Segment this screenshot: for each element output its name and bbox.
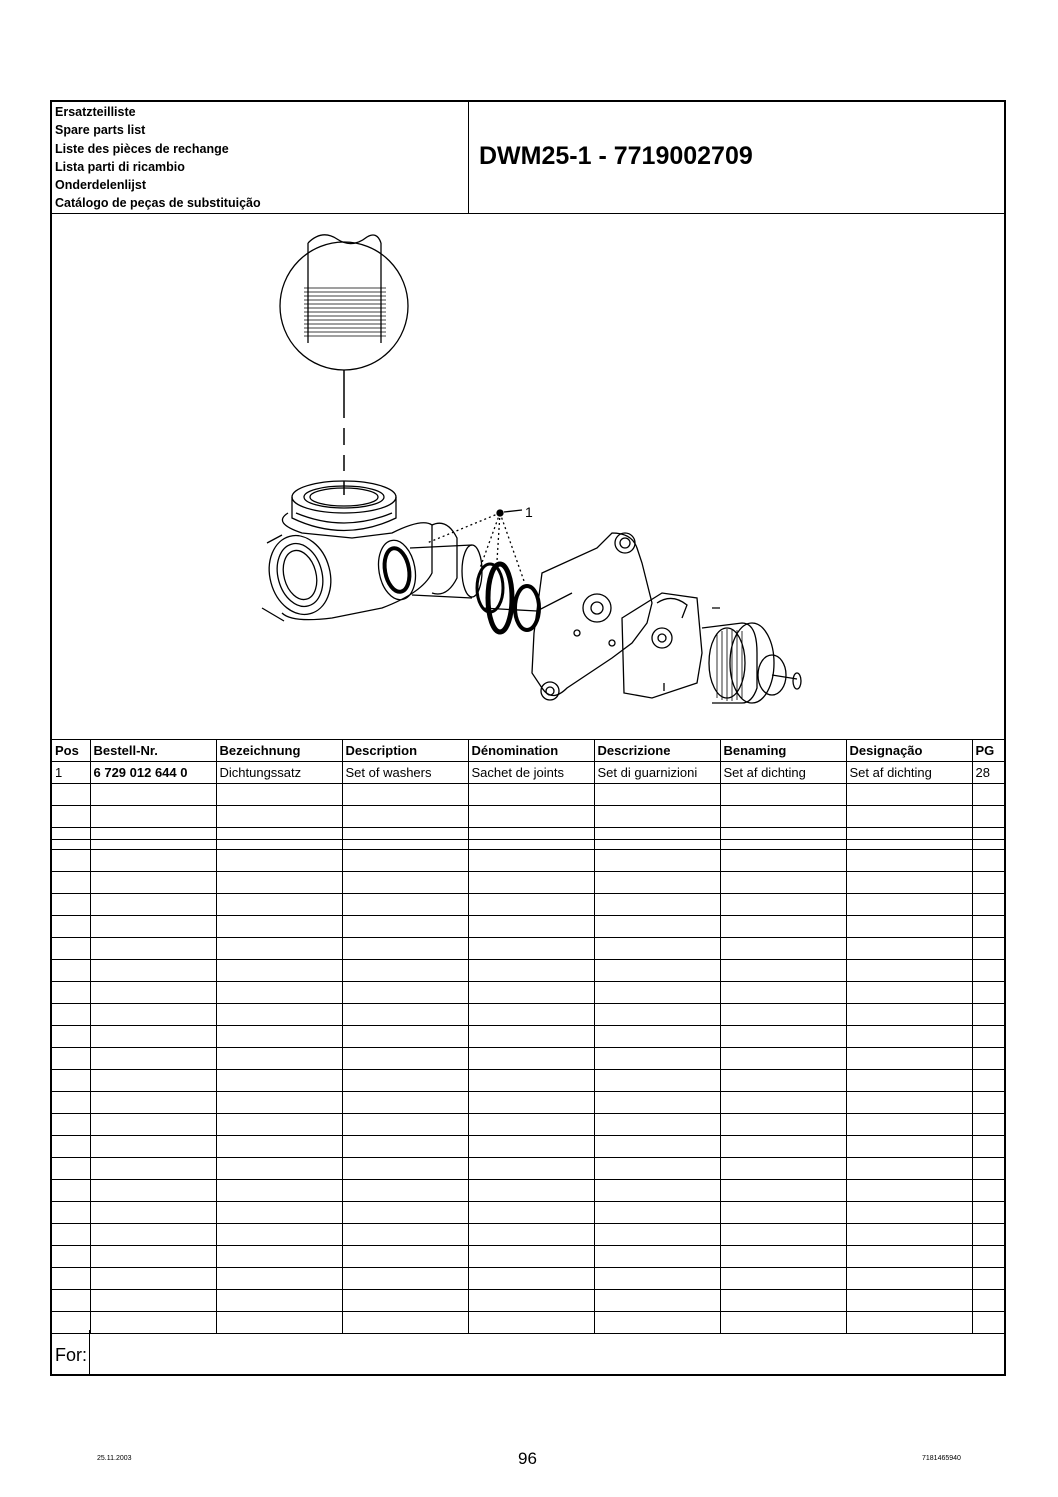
- empty-cell: [342, 1158, 468, 1180]
- empty-cell: [342, 850, 468, 872]
- empty-cell: [720, 1070, 846, 1092]
- empty-cell: [52, 850, 90, 872]
- empty-table-row: [52, 806, 1004, 828]
- empty-cell: [594, 916, 720, 938]
- empty-cell: [216, 916, 342, 938]
- cell-pos: 1: [52, 762, 90, 784]
- empty-cell: [52, 1224, 90, 1246]
- footer-date: 25.11.2003: [97, 1455, 132, 1462]
- empty-cell: [720, 1180, 846, 1202]
- page-number: 96: [518, 1449, 537, 1468]
- empty-cell: [720, 1290, 846, 1312]
- empty-cell: [468, 1290, 594, 1312]
- empty-cell: [468, 894, 594, 916]
- empty-cell: [720, 1004, 846, 1026]
- empty-cell: [972, 1224, 1004, 1246]
- empty-cell: [972, 1246, 1004, 1268]
- empty-cell: [972, 1136, 1004, 1158]
- empty-cell: [594, 1246, 720, 1268]
- empty-cell: [594, 784, 720, 806]
- cell-pg: 28: [972, 762, 1004, 784]
- empty-cell: [594, 1224, 720, 1246]
- empty-cell: [972, 1026, 1004, 1048]
- empty-cell: [846, 784, 972, 806]
- empty-cell: [846, 1026, 972, 1048]
- empty-cell: [52, 1202, 90, 1224]
- empty-cell: [720, 1246, 846, 1268]
- empty-cell: [468, 806, 594, 828]
- title-pt: Catálogo de peças de substituição: [55, 196, 261, 211]
- empty-table-row: [52, 828, 1004, 850]
- empty-cell: [468, 850, 594, 872]
- empty-cell: [720, 982, 846, 1004]
- empty-cell: [90, 806, 216, 828]
- empty-table-row: [52, 1180, 1004, 1202]
- empty-cell: [972, 784, 1004, 806]
- empty-cell: [720, 828, 846, 850]
- empty-table-row: [52, 916, 1004, 938]
- empty-table-row: [52, 872, 1004, 894]
- empty-cell: [846, 1004, 972, 1026]
- empty-cell: [846, 806, 972, 828]
- empty-cell: [846, 1246, 972, 1268]
- empty-cell: [846, 1290, 972, 1312]
- empty-cell: [90, 1048, 216, 1070]
- empty-cell: [342, 1048, 468, 1070]
- empty-cell: [52, 1268, 90, 1290]
- empty-table-row: [52, 1246, 1004, 1268]
- empty-table-row: [52, 960, 1004, 982]
- empty-table-row: [52, 1158, 1004, 1180]
- empty-cell: [90, 784, 216, 806]
- empty-cell: [342, 1290, 468, 1312]
- empty-table-row: [52, 1290, 1004, 1312]
- empty-table-row: [52, 1026, 1004, 1048]
- empty-cell: [52, 1136, 90, 1158]
- empty-cell: [90, 1290, 216, 1312]
- empty-cell: [468, 1114, 594, 1136]
- title-it: Lista parti di ricambio: [55, 159, 185, 174]
- empty-cell: [594, 1136, 720, 1158]
- empty-cell: [846, 1092, 972, 1114]
- empty-cell: [90, 982, 216, 1004]
- empty-table-row: [52, 1092, 1004, 1114]
- empty-cell: [468, 1048, 594, 1070]
- footer-doc-code: 7181465940: [922, 1455, 961, 1462]
- actuator: [622, 593, 801, 703]
- empty-cell: [216, 1290, 342, 1312]
- empty-cell: [216, 982, 342, 1004]
- empty-cell: [594, 1114, 720, 1136]
- empty-cell: [468, 1158, 594, 1180]
- empty-cell: [342, 916, 468, 938]
- empty-cell: [846, 1136, 972, 1158]
- title-en: Spare parts list: [55, 123, 146, 138]
- empty-cell: [846, 1180, 972, 1202]
- empty-cell: [720, 1048, 846, 1070]
- parts-table: [52, 739, 1004, 1334]
- empty-cell: [216, 1202, 342, 1224]
- title-nl: Onderdelenlijst: [55, 178, 146, 193]
- empty-cell: [90, 1268, 216, 1290]
- spare-parts-sheet: [50, 100, 1006, 1376]
- empty-cell: [972, 828, 1004, 850]
- empty-cell: [342, 1268, 468, 1290]
- empty-cell: [846, 1268, 972, 1290]
- valve-body: [261, 481, 457, 621]
- empty-cell: [720, 806, 846, 828]
- empty-cell: [342, 1026, 468, 1048]
- empty-table-row: [52, 982, 1004, 1004]
- empty-cell: [720, 850, 846, 872]
- table-header-row: [52, 740, 1004, 762]
- empty-cell: [846, 982, 972, 1004]
- empty-cell: [468, 1026, 594, 1048]
- empty-cell: [90, 1114, 216, 1136]
- empty-cell: [52, 1114, 90, 1136]
- for-row: [52, 1330, 1004, 1374]
- empty-cell: [52, 1048, 90, 1070]
- empty-cell: [342, 806, 468, 828]
- empty-cell: [52, 1290, 90, 1312]
- empty-cell: [972, 894, 1004, 916]
- empty-cell: [594, 938, 720, 960]
- empty-cell: [720, 872, 846, 894]
- empty-cell: [216, 1180, 342, 1202]
- empty-cell: [216, 1004, 342, 1026]
- empty-table-row: [52, 1114, 1004, 1136]
- empty-cell: [468, 1092, 594, 1114]
- empty-cell: [846, 1070, 972, 1092]
- empty-cell: [594, 1026, 720, 1048]
- empty-cell: [468, 938, 594, 960]
- empty-cell: [972, 1290, 1004, 1312]
- empty-cell: [90, 1246, 216, 1268]
- empty-cell: [594, 1004, 720, 1026]
- col-header-bezeichnung: Bezeichnung: [216, 740, 342, 762]
- empty-cell: [342, 1202, 468, 1224]
- empty-cell: [342, 1224, 468, 1246]
- empty-cell: [468, 1202, 594, 1224]
- empty-cell: [846, 1048, 972, 1070]
- empty-cell: [972, 1070, 1004, 1092]
- empty-table-row: [52, 894, 1004, 916]
- empty-cell: [90, 1180, 216, 1202]
- empty-cell: [846, 894, 972, 916]
- empty-cell: [52, 784, 90, 806]
- empty-cell: [468, 872, 594, 894]
- empty-cell: [52, 1092, 90, 1114]
- empty-cell: [216, 1070, 342, 1092]
- empty-cell: [52, 894, 90, 916]
- empty-cell: [52, 1070, 90, 1092]
- empty-cell: [594, 806, 720, 828]
- cell-description: Set of washers: [342, 762, 468, 784]
- empty-cell: [846, 850, 972, 872]
- empty-cell: [468, 1246, 594, 1268]
- col-header-pg: PG: [972, 740, 1004, 762]
- empty-cell: [594, 1070, 720, 1092]
- empty-cell: [846, 960, 972, 982]
- empty-cell: [468, 960, 594, 982]
- empty-table-row: [52, 850, 1004, 872]
- empty-cell: [972, 1202, 1004, 1224]
- empty-cell: [90, 1004, 216, 1026]
- empty-cell: [972, 1004, 1004, 1026]
- cell-benaming: Set af dichting: [720, 762, 846, 784]
- empty-cell: [52, 916, 90, 938]
- empty-cell: [342, 982, 468, 1004]
- empty-cell: [90, 1224, 216, 1246]
- empty-cell: [52, 1158, 90, 1180]
- empty-cell: [720, 916, 846, 938]
- empty-cell: [594, 1048, 720, 1070]
- empty-cell: [720, 1092, 846, 1114]
- cell-descrizione: Set di guarnizioni: [594, 762, 720, 784]
- empty-cell: [52, 806, 90, 828]
- empty-cell: [720, 1268, 846, 1290]
- empty-cell: [846, 872, 972, 894]
- empty-cell: [720, 1026, 846, 1048]
- empty-cell: [216, 960, 342, 982]
- empty-cell: [594, 1092, 720, 1114]
- empty-cell: [216, 850, 342, 872]
- empty-cell: [90, 960, 216, 982]
- col-header-description: Description: [342, 740, 468, 762]
- title-fr: Liste des pièces de rechange: [55, 141, 229, 156]
- empty-table-row: [52, 1268, 1004, 1290]
- empty-cell: [216, 1048, 342, 1070]
- empty-cell: [846, 1158, 972, 1180]
- empty-table-row: [52, 1224, 1004, 1246]
- mounting-plate: [532, 533, 652, 700]
- empty-cell: [52, 1004, 90, 1026]
- empty-cell: [342, 1004, 468, 1026]
- empty-cell: [52, 938, 90, 960]
- seal-assembly: [374, 537, 572, 632]
- empty-cell: [90, 1092, 216, 1114]
- empty-cell: [342, 1114, 468, 1136]
- empty-cell: [216, 1092, 342, 1114]
- title-de: Ersatzteilliste: [55, 105, 136, 119]
- empty-cell: [468, 828, 594, 850]
- empty-cell: [972, 1158, 1004, 1180]
- cell-designacao: Set af dichting: [846, 762, 972, 784]
- empty-cell: [52, 872, 90, 894]
- empty-cell: [90, 872, 216, 894]
- empty-cell: [216, 1026, 342, 1048]
- empty-cell: [468, 1070, 594, 1092]
- col-header-order-no: Bestell-Nr.: [90, 740, 216, 762]
- empty-cell: [52, 982, 90, 1004]
- empty-cell: [594, 828, 720, 850]
- empty-cell: [52, 1246, 90, 1268]
- empty-cell: [342, 1136, 468, 1158]
- empty-cell: [468, 1004, 594, 1026]
- empty-cell: [594, 960, 720, 982]
- empty-cell: [90, 850, 216, 872]
- empty-cell: [846, 1224, 972, 1246]
- empty-cell: [594, 1180, 720, 1202]
- empty-cell: [90, 1070, 216, 1092]
- empty-cell: [90, 1202, 216, 1224]
- empty-cell: [216, 1268, 342, 1290]
- empty-cell: [216, 1158, 342, 1180]
- col-header-benaming: Benaming: [720, 740, 846, 762]
- empty-cell: [90, 1158, 216, 1180]
- empty-cell: [52, 1180, 90, 1202]
- empty-cell: [216, 806, 342, 828]
- empty-cell: [90, 938, 216, 960]
- empty-cell: [594, 894, 720, 916]
- empty-cell: [468, 982, 594, 1004]
- empty-cell: [846, 1114, 972, 1136]
- empty-cell: [720, 1158, 846, 1180]
- empty-cell: [594, 1202, 720, 1224]
- table-row: [52, 762, 1004, 784]
- empty-table-row: [52, 1048, 1004, 1070]
- empty-cell: [216, 784, 342, 806]
- empty-cell: [720, 938, 846, 960]
- empty-table-row: [52, 784, 1004, 806]
- empty-cell: [342, 828, 468, 850]
- empty-cell: [216, 894, 342, 916]
- empty-cell: [594, 872, 720, 894]
- empty-cell: [972, 872, 1004, 894]
- empty-cell: [972, 1114, 1004, 1136]
- empty-cell: [52, 1026, 90, 1048]
- empty-cell: [342, 960, 468, 982]
- empty-cell: [216, 828, 342, 850]
- empty-cell: [594, 1158, 720, 1180]
- empty-table-row: [52, 1202, 1004, 1224]
- empty-cell: [216, 1136, 342, 1158]
- empty-cell: [846, 828, 972, 850]
- empty-cell: [846, 938, 972, 960]
- empty-cell: [594, 850, 720, 872]
- empty-cell: [720, 1136, 846, 1158]
- empty-cell: [52, 828, 90, 850]
- cell-denomination: Sachet de joints: [468, 762, 594, 784]
- col-header-denomination: Dénomination: [468, 740, 594, 762]
- empty-cell: [342, 784, 468, 806]
- empty-cell: [342, 1246, 468, 1268]
- empty-cell: [342, 1092, 468, 1114]
- empty-cell: [594, 1268, 720, 1290]
- empty-cell: [342, 938, 468, 960]
- col-header-pos: Pos: [52, 740, 90, 762]
- empty-cell: [972, 850, 1004, 872]
- empty-cell: [90, 828, 216, 850]
- empty-cell: [972, 1268, 1004, 1290]
- empty-cell: [594, 1290, 720, 1312]
- empty-cell: [720, 960, 846, 982]
- empty-table-row: [52, 1070, 1004, 1092]
- empty-cell: [468, 784, 594, 806]
- empty-cell: [342, 894, 468, 916]
- empty-cell: [52, 960, 90, 982]
- empty-cell: [216, 1246, 342, 1268]
- for-label: For:: [52, 1330, 90, 1374]
- empty-cell: [216, 938, 342, 960]
- empty-cell: [468, 916, 594, 938]
- list-titles: [52, 102, 469, 213]
- cell-bezeichnung: Dichtungssatz: [216, 762, 342, 784]
- callout-number: 1: [525, 504, 533, 520]
- empty-cell: [342, 1180, 468, 1202]
- empty-cell: [972, 1180, 1004, 1202]
- empty-cell: [972, 982, 1004, 1004]
- empty-cell: [594, 982, 720, 1004]
- empty-cell: [972, 938, 1004, 960]
- empty-cell: [342, 1070, 468, 1092]
- empty-cell: [468, 1224, 594, 1246]
- empty-cell: [846, 916, 972, 938]
- empty-table-row: [52, 1004, 1004, 1026]
- empty-cell: [342, 872, 468, 894]
- cell-order-no: 6 729 012 644 0: [90, 762, 216, 784]
- empty-cell: [720, 784, 846, 806]
- empty-cell: [216, 872, 342, 894]
- empty-cell: [90, 1136, 216, 1158]
- empty-cell: [216, 1224, 342, 1246]
- empty-cell: [90, 894, 216, 916]
- empty-cell: [216, 1114, 342, 1136]
- col-header-designacao: Designação: [846, 740, 972, 762]
- empty-cell: [90, 1026, 216, 1048]
- empty-cell: [972, 960, 1004, 982]
- document-title: DWM25-1 - 7719002709: [479, 142, 753, 170]
- empty-cell: [720, 1202, 846, 1224]
- empty-cell: [972, 916, 1004, 938]
- empty-cell: [468, 1180, 594, 1202]
- empty-cell: [846, 1202, 972, 1224]
- empty-cell: [468, 1136, 594, 1158]
- empty-cell: [720, 1224, 846, 1246]
- empty-cell: [720, 1114, 846, 1136]
- empty-cell: [720, 894, 846, 916]
- empty-cell: [90, 916, 216, 938]
- empty-table-row: [52, 1136, 1004, 1158]
- col-header-descrizione: Descrizione: [594, 740, 720, 762]
- empty-cell: [468, 1268, 594, 1290]
- sheet-header: [52, 102, 1004, 214]
- empty-cell: [972, 1048, 1004, 1070]
- empty-table-row: [52, 938, 1004, 960]
- thread-detail-callout: [280, 235, 408, 495]
- empty-cell: [972, 806, 1004, 828]
- empty-cell: [972, 1092, 1004, 1114]
